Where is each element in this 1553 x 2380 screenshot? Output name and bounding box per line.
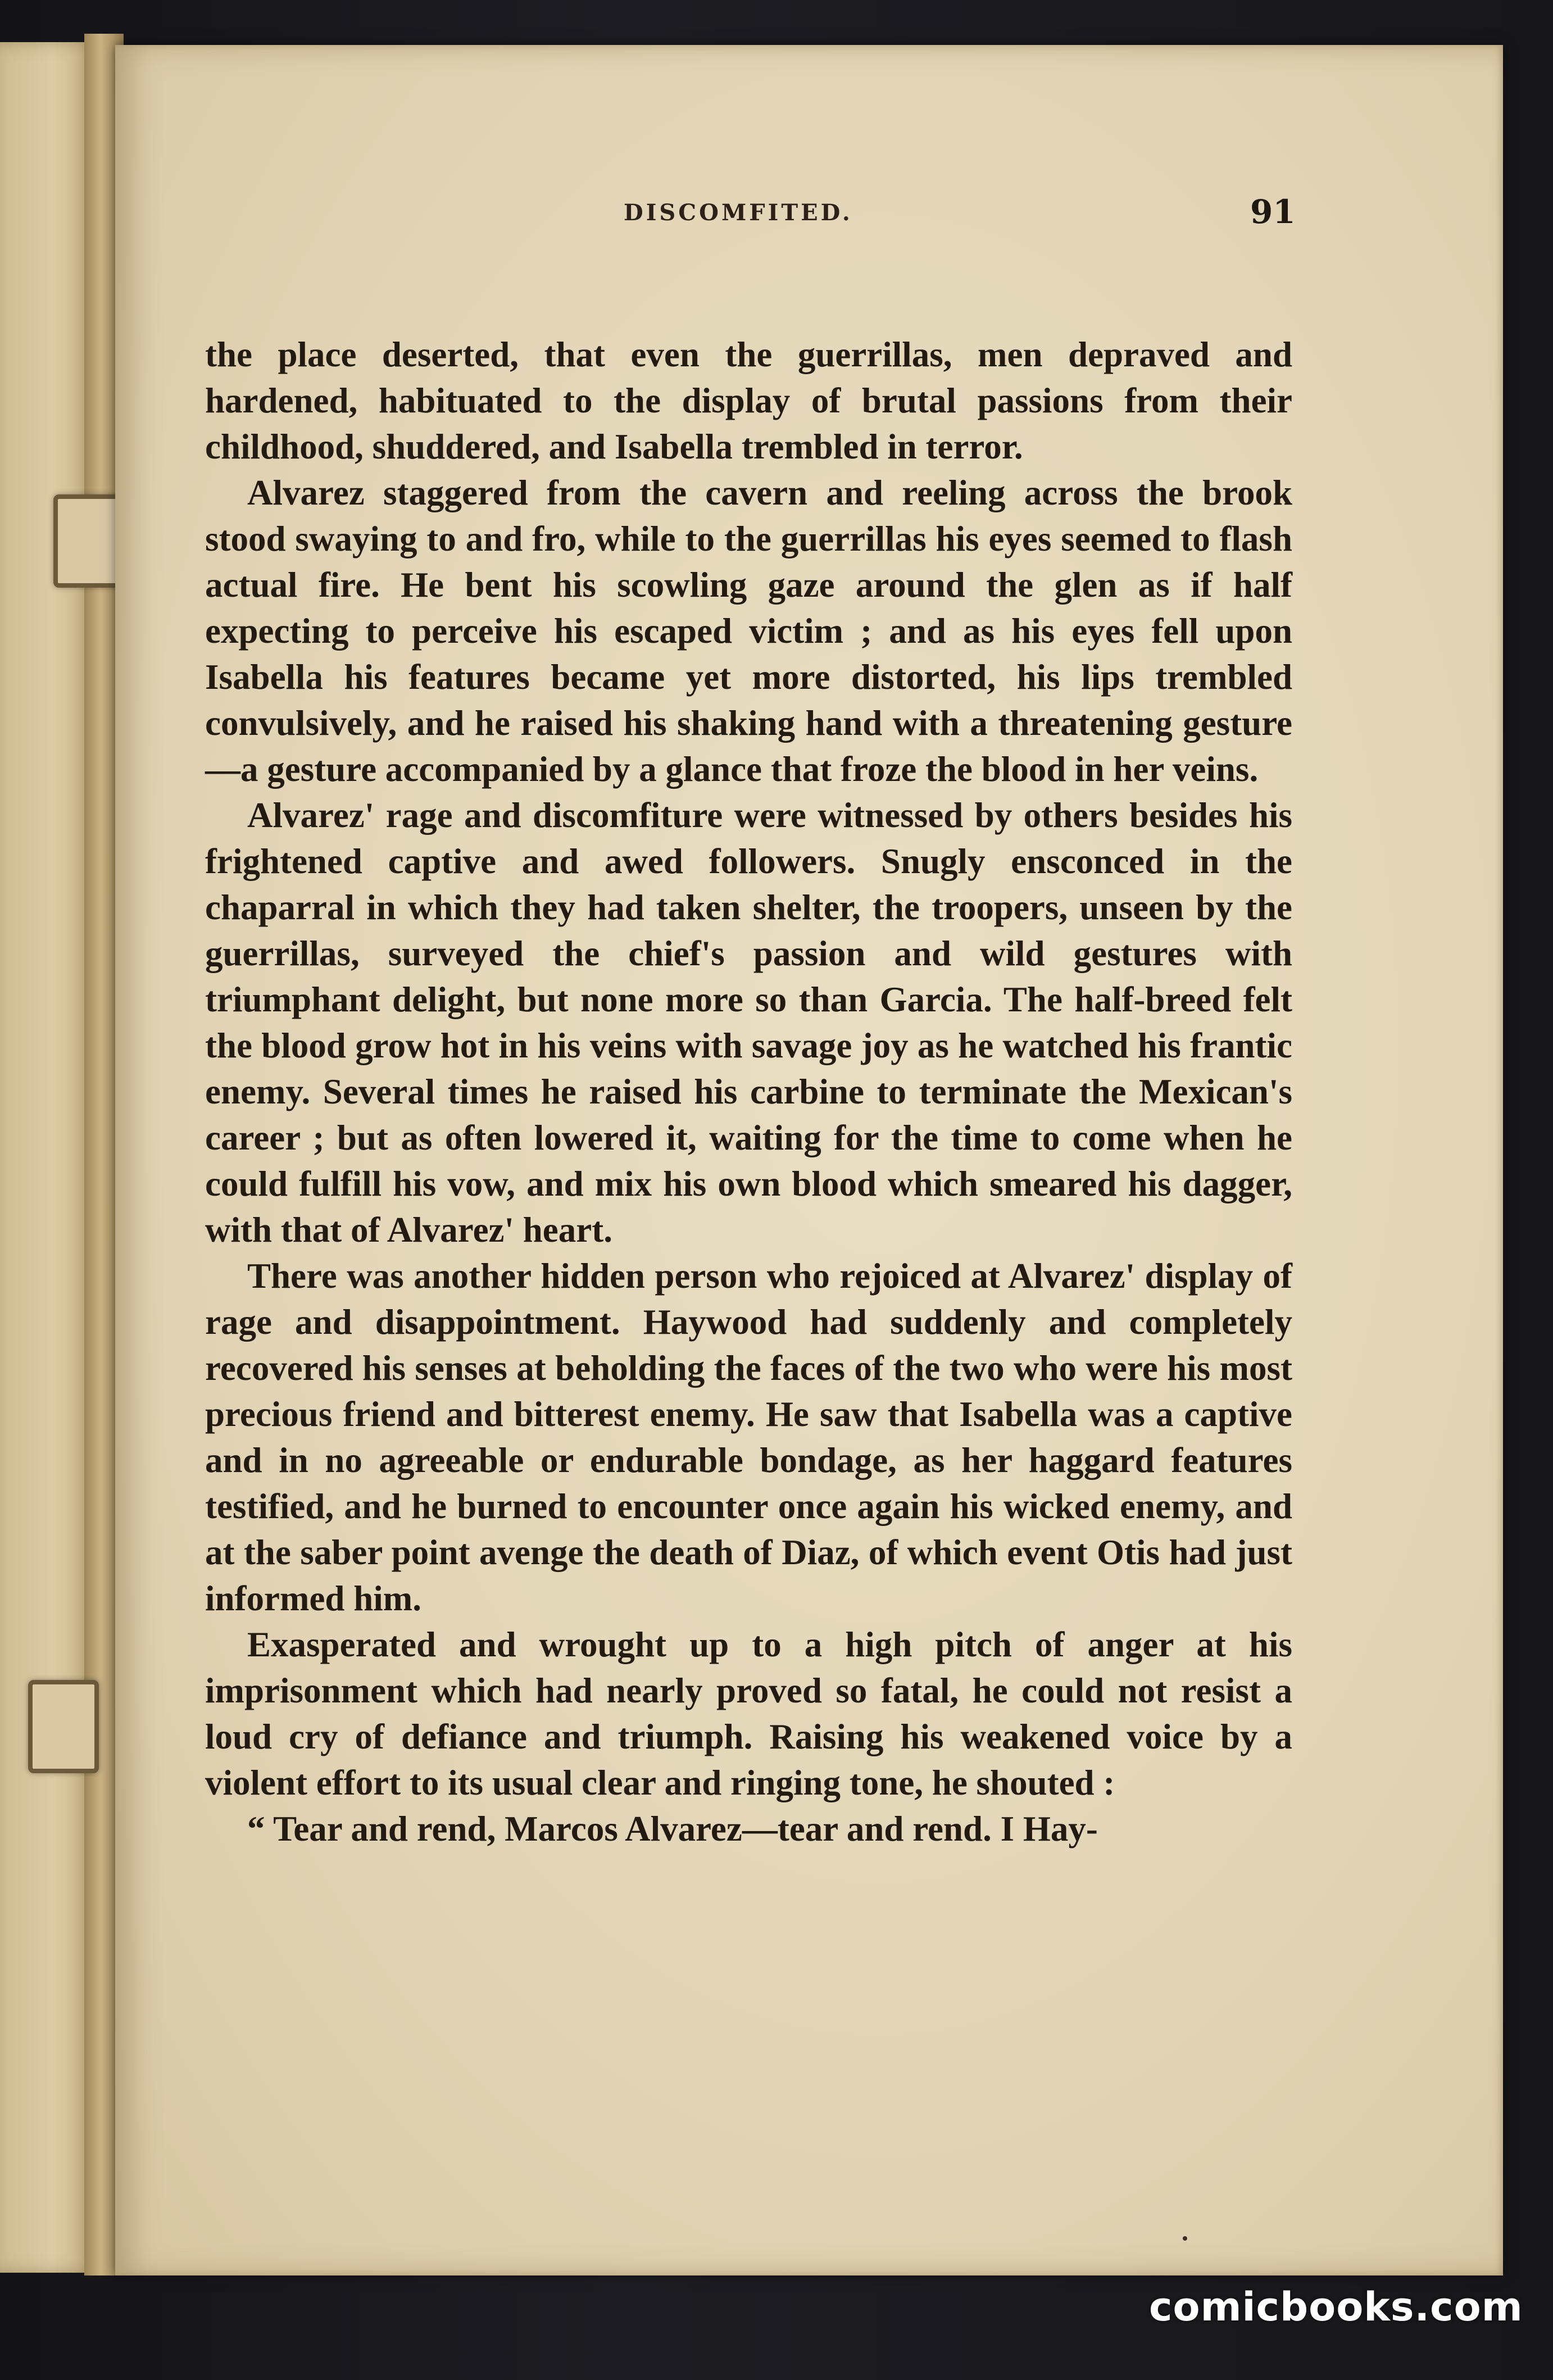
paragraph-1: the place deserted, that even the guerrillas, men depraved and hardened, habituated to the display of brutal passions from their childhood, shuddered, and Isabella trembled in terror.: [205, 335, 1292, 466]
left-facing-page: [0, 42, 96, 2273]
binding-staple-bottom: [28, 1680, 99, 1773]
paper-speck: [1183, 2236, 1187, 2241]
watermark-text: comicbooks.com: [1149, 2284, 1523, 2330]
body-text: [205, 331, 1292, 1852]
binding-staple-top: [53, 494, 124, 588]
page-header: [115, 193, 1503, 250]
paragraph-4: There was another hidden person who rejoiced at Alvarez' display of rage and disappointment. Haywood had suddenly and completely recovered his senses at beholding the faces of the two who were his most precious friend and bitterest enemy. He saw that Isabella was a captive and in no agreeable or endurable bondage, as her haggard features testified, and he burned to encounter once again his wicked enemy, and at the saber point avenge the death of Diaz, of which event Otis had just informed him.: [205, 1256, 1292, 1618]
paragraph-6: “ Tear and rend, Marcos Alvarez—tear and rend. I Hay-: [247, 1809, 1098, 1848]
paragraph-3: Alvarez' rage and discomfiture were witnessed by others besides his frightened captive and awed followers. Snugly ensconced in the chaparral in which they had taken shelter, the troopers, unseen by the guerrillas, surveyed the chief's passion and wild gestures with triumphant delight, but none more so than Garcia. The half-breed felt the blood grow hot in his veins with savage joy as he watched his frantic enemy. Several times he raised his carbine to terminate the Mexican's career ; but as often lowered it, waiting for the time to come when he could fulfill his vow, and mix his own blood which smeared his dagger, with that of Alvarez' heart.: [205, 796, 1292, 1250]
page-number: 91: [1250, 193, 1296, 231]
running-head: DISCOMFITED.: [624, 199, 853, 226]
book-page: [115, 45, 1503, 2275]
paragraph-5: Exasperated and wrought up to a high pitch of anger at his imprisonment which had nearly proved so fatal, he could not resist a loud cry of defiance and triumph. Raising his weakened voice by a violent effort to its usual clear and ringing tone, he shouted :: [205, 1625, 1292, 1802]
paragraph-2: Alvarez staggered from the cavern and reeling across the brook stood swaying to and fro, while to the guerrillas his eyes seemed to flash actual fire. He bent his scowling gaze around the glen as if half expecting to perceive his escaped victim ; and as his eyes fell upon Isabella his features became yet more distorted, his lips trembled convulsively, and he raised his shaking hand with a threatening gesture—a gesture accompanied by a glance that froze the blood in her veins.: [205, 473, 1292, 789]
